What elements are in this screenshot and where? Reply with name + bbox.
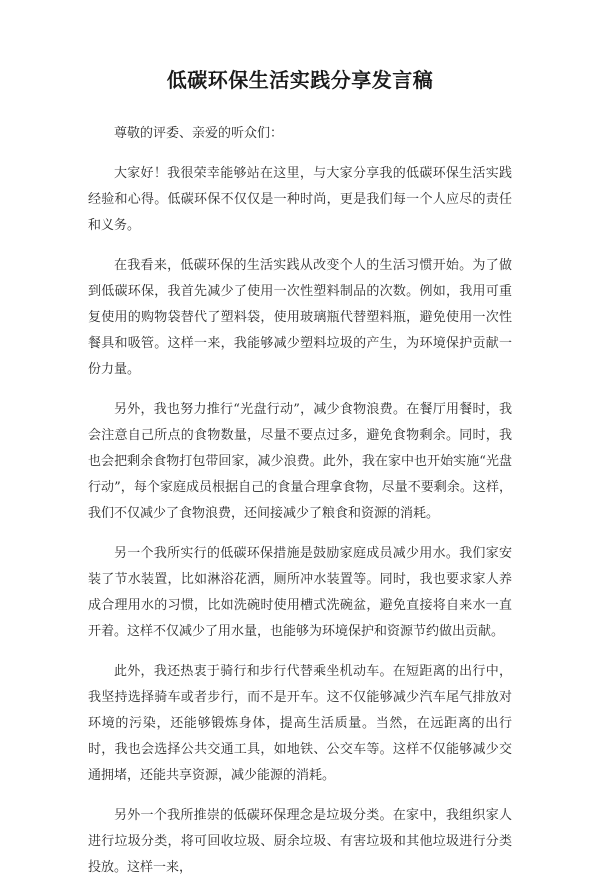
- paragraph-2: 在我看来，低碳环保的生活实践从改变个人的生活习惯开始。为了做到低碳环保，我首先减少了使用一次性塑料制品的次数。例如，我用可重复使用的购物袋替代了塑料袋，使用玻璃瓶代替塑料瓶，避免使用一次性餐具和吸管。这样一来，我能够减少塑料垃圾的产生，为环境保护贡献一份力量。: [88, 258, 512, 377]
- document-title: 低碳环保生活实践分享发言稿: [166, 68, 434, 92]
- paragraph-4: 另一个我所实行的低碳环保措施是鼓励家庭成员减少用水。我们家安装了节水装置，比如淋浴花洒，厕所冲水装置等。同时，我也要求家人养成合理用水的习惯，比如洗碗时使用槽式洗碗盆，避免直接将自来水一直开着。这样不仅减少了用水量，也能够为环境保护和资源节约做出贡献。: [88, 546, 512, 639]
- paragraph-3: 另外，我也努力推行“光盘行动”，减少食物浪费。在餐厅用餐时，我会注意自己所点的食物数量，尽量不要点过多，避免食物剩余。同时，我也会把剩余食物打包带回家，减少浪费。此外，我在家中也开始实施“光盘行动”，每个家庭成员根据自己的食量合理拿食物，尽量不要剩余。这样，我们不仅减少了食物浪费，还间接减少了粮食和资源的消耗。: [88, 402, 512, 521]
- paragraph-6: 另外一个我所推崇的低碳环保理念是垃圾分类。在家中，我组织家人进行垃圾分类，将可回收垃圾、厨余垃圾、有害垃圾和其他垃圾进行分类投放。这样一来，: [88, 808, 512, 875]
- paragraph-5: 此外，我还热衷于骑行和步行代替乘坐机动车。在短距离的出行中，我坚持选择骑车或者步行，而不是开车。这不仅能够减少汽车尾气排放对环境的污染，还能够锻炼身体，提高生活质量。当然，在远距离的出行时，我也会选择公共交通工具，如地铁、公交车等。这样不仅能够减少交通拥堵，还能共享资源，减少能源的消耗。: [88, 664, 512, 783]
- paragraph-1: 大家好！我很荣幸能够站在这里，与大家分享我的低碳环保生活实践经验和心得。低碳环保不仅仅是一种时尚，更是我们每一个人应尽的责任和义务。: [88, 166, 512, 233]
- salutation: 尊敬的评委、亲爱的听众们：: [114, 126, 284, 141]
